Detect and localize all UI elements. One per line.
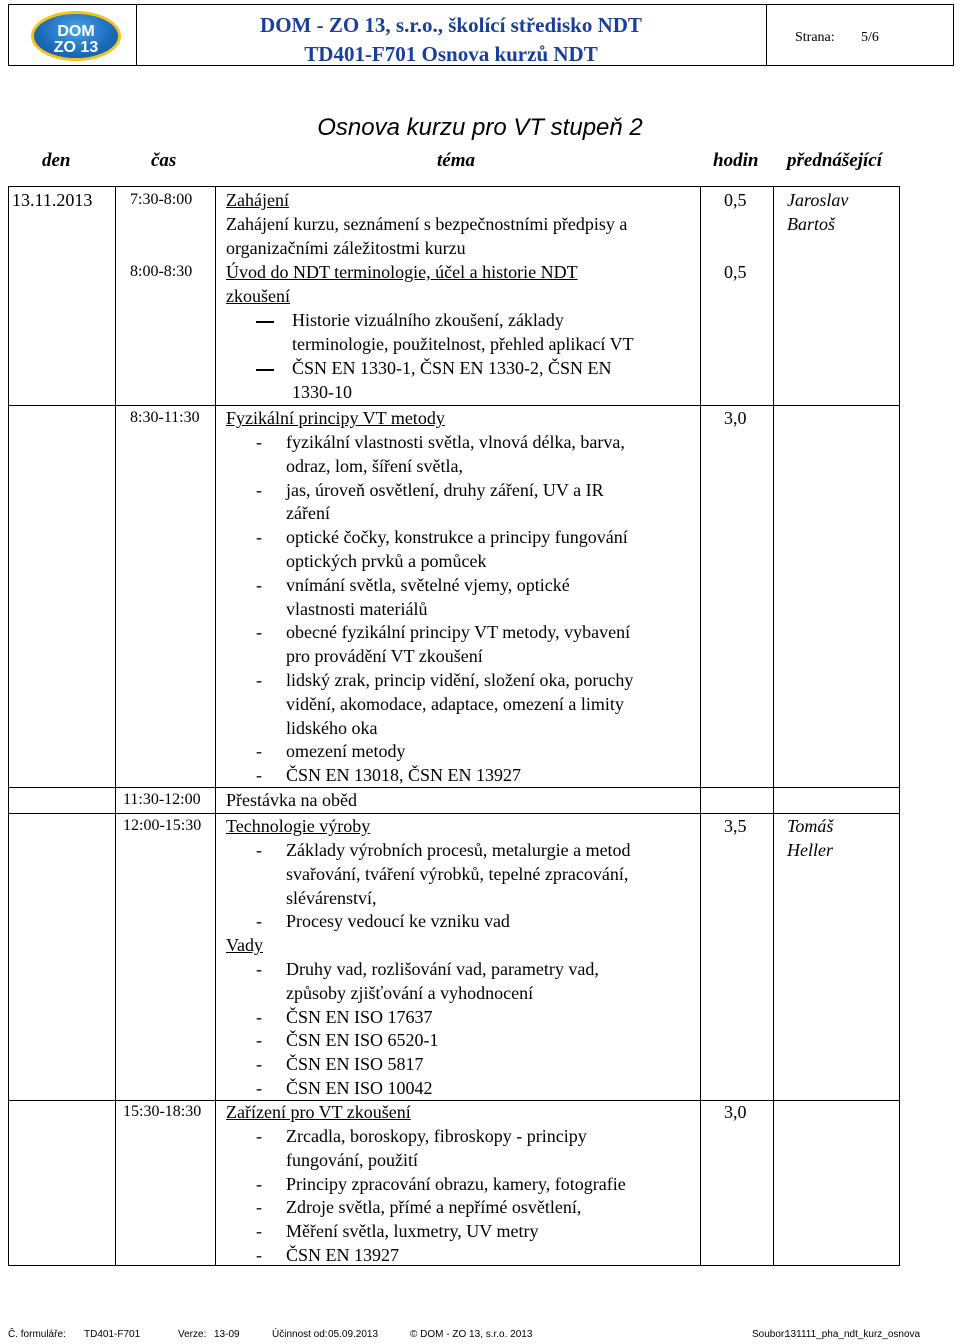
- footer-effective-value: 05.09.2013: [328, 1329, 379, 1340]
- bullet-dash: -: [256, 432, 262, 452]
- column-header-tema: téma: [437, 150, 475, 171]
- hours: 3,5: [724, 816, 747, 836]
- bullet-dash: -: [256, 1173, 262, 1194]
- topic-heading: Fyzikální principy VT metody: [226, 408, 445, 428]
- topic-item: Měření světla, luxmetry, UV metry: [286, 1221, 539, 1242]
- topic-item: záření: [286, 503, 330, 524]
- page-label: Strana:: [795, 30, 835, 45]
- page-number: 5/6: [861, 30, 879, 45]
- topic-item: ČSN EN ISO 6520-1: [286, 1030, 439, 1051]
- footer-form-label: Č. formuláře:: [8, 1329, 66, 1340]
- course-date: 13.11.2013: [12, 190, 93, 210]
- logo-text: DOM: [57, 23, 95, 40]
- page-title: Osnova kurzu pro VT stupeň 2: [317, 114, 643, 141]
- bullet-dash: -: [256, 479, 262, 500]
- topic-item: omezení metody: [286, 741, 406, 762]
- table-divider: [115, 186, 116, 1266]
- topic-item: terminologie, použitelnost, přehled aplikací VT: [292, 334, 634, 354]
- footer-form-value: TD401-F701: [84, 1329, 141, 1340]
- header-divider: [766, 5, 767, 65]
- bullet-dash: -: [256, 765, 262, 786]
- lecturer-name: Bartoš: [787, 214, 836, 234]
- document-title: TD401-F701 Osnova kurzů NDT: [304, 42, 598, 66]
- footer-copyright: © DOM - ZO 13, s.r.o. 2013: [410, 1329, 533, 1340]
- time-slot: 11:30-12:00: [123, 791, 201, 808]
- topic-heading: Zařízení pro VT zkoušení: [226, 1102, 411, 1122]
- table-divider: [215, 186, 216, 1266]
- footer-version-label: Verze:: [178, 1329, 207, 1340]
- topic-item: vlastnosti materiálů: [286, 598, 428, 619]
- bullet-dash: -: [256, 741, 262, 762]
- bullet-dash: -: [256, 1054, 262, 1075]
- bullet-dash: -: [256, 1126, 262, 1146]
- footer-file-value: 131111_pha_ndt_kurz_osnova: [785, 1329, 921, 1340]
- bullet-dash: -: [256, 574, 262, 595]
- company-name: DOM - ZO 13, s.r.o., školící středisko NDT: [260, 13, 642, 37]
- time-slot: 15:30-18:30: [123, 1103, 202, 1120]
- footer-version-value: 13-09: [214, 1329, 240, 1340]
- topic-item: svařování, tváření výrobků, tepelné zpracování,: [286, 863, 629, 884]
- bullet-dash: -: [256, 1030, 262, 1051]
- bullet-dash: [256, 369, 274, 371]
- company-logo: [31, 11, 121, 61]
- bullet-dash: -: [256, 1006, 262, 1027]
- topic-text: organizačními záležitostmi kurzu: [226, 238, 466, 258]
- topic-item: optických prvků a pomůcek: [286, 551, 487, 571]
- topic-item: ČSN EN 13927: [286, 1245, 400, 1265]
- column-header-den: den: [42, 150, 71, 171]
- header-box: [8, 4, 954, 66]
- row-divider: [8, 787, 900, 788]
- bullet-dash: -: [256, 1221, 262, 1242]
- topic-item: lidského oka: [286, 717, 378, 738]
- bullet-dash: [256, 321, 274, 323]
- bullet-dash: -: [256, 622, 262, 643]
- topic-item: obecné fyzikální principy VT metody, vybavení: [286, 622, 631, 643]
- topic-item: Zrcadla, boroskopy, fibroskopy - principy: [286, 1126, 587, 1146]
- topic-heading: Zahájení: [226, 190, 289, 210]
- bullet-dash: -: [256, 1078, 262, 1098]
- hours: 0,5: [724, 190, 747, 210]
- topic-text: Zahájení kurzu, seznámení s bezpečnostními předpisy a: [226, 214, 628, 234]
- logo-text: ZO 13: [53, 39, 99, 56]
- hours: 3,0: [724, 1102, 747, 1122]
- topic-item: vidění, akomodace, adaptace, omezení a limity: [286, 693, 624, 714]
- time-slot: 8:00-8:30: [130, 263, 193, 280]
- topic-heading: Technologie výroby: [226, 816, 371, 836]
- bullet-dash: -: [256, 840, 262, 860]
- topic-item: ČSN EN ISO 10042: [286, 1078, 433, 1098]
- topic-item: ČSN EN 13018, ČSN EN 13927: [286, 765, 522, 786]
- topic-item: Zdroje světla, přímé a nepřímé osvětlení,: [286, 1197, 582, 1218]
- topic-item: ČSN EN 1330-1, ČSN EN 1330-2, ČSN EN: [292, 358, 612, 378]
- topic-item: Principy zpracování obrazu, kamery, fotografie: [286, 1173, 626, 1194]
- topic-item: jas, úroveň osvětlení, druhy záření, UV a IR: [286, 479, 604, 500]
- bullet-dash: -: [256, 527, 262, 548]
- bullet-dash: -: [256, 911, 262, 932]
- row-divider: [8, 405, 900, 406]
- time-slot: 8:30-11:30: [130, 409, 200, 426]
- column-header-prednasejici: přednášející: [787, 150, 882, 171]
- topic-item: ČSN EN ISO 17637: [286, 1006, 433, 1027]
- topic-item: pro provádění VT zkoušení: [286, 646, 483, 667]
- topic-item: 1330-10: [292, 382, 352, 402]
- topic-item: fungování, použití: [286, 1149, 418, 1170]
- time-slot: 12:00-15:30: [123, 817, 202, 834]
- lecturer-name: Jaroslav: [787, 190, 849, 210]
- break-text: Přestávka na oběd: [226, 790, 357, 810]
- topic-heading: Úvod do NDT terminologie, účel a historie NDT: [226, 262, 578, 282]
- topic-item: Základy výrobních procesů, metalurgie a metod: [286, 840, 631, 860]
- row-divider: [8, 813, 900, 814]
- table-divider: [773, 186, 774, 1266]
- lecturer-name: Tomáš: [787, 816, 834, 836]
- topic-item: způsoby zjišťování a vyhodnocení: [286, 982, 534, 1003]
- topic-item: lidský zrak, princip vidění, složení oka, poruchy: [286, 670, 634, 690]
- column-header-hodin: hodin: [713, 150, 759, 171]
- footer-effective-label: Účinnost od:: [272, 1329, 328, 1340]
- column-header-cas: čas: [151, 150, 177, 171]
- time-slot: 7:30-8:00: [130, 191, 193, 208]
- lecturer-name: Heller: [787, 840, 833, 860]
- topic-item: slévárenství,: [286, 887, 377, 908]
- topic-item: Historie vizuálního zkoušení, základy: [292, 310, 564, 330]
- bullet-dash: -: [256, 1197, 262, 1218]
- topic-item: fyzikální vlastnosti světla, vlnová délka, barva,: [286, 432, 625, 452]
- bullet-dash: -: [256, 959, 262, 979]
- footer-file-label: Soubor:: [752, 1329, 788, 1340]
- hours: 3,0: [724, 408, 747, 428]
- topic-item: odraz, lom, šíření světla,: [286, 455, 463, 476]
- hours: 0,5: [724, 262, 747, 282]
- topic-heading: zkoušení: [226, 286, 290, 306]
- topic-item: optické čočky, konstrukce a principy fungování: [286, 527, 628, 548]
- topic-item: Druhy vad, rozlišování vad, parametry vad,: [286, 959, 599, 979]
- table-divider: [700, 186, 701, 1266]
- topic-heading: Vady: [226, 935, 263, 955]
- bullet-dash: -: [256, 670, 262, 690]
- topic-item: ČSN EN ISO 5817: [286, 1054, 424, 1075]
- topic-item: vnímání světla, světelné vjemy, optické: [286, 574, 570, 595]
- topic-item: Procesy vedoucí ke vzniku vad: [286, 911, 510, 932]
- bullet-dash: -: [256, 1245, 262, 1265]
